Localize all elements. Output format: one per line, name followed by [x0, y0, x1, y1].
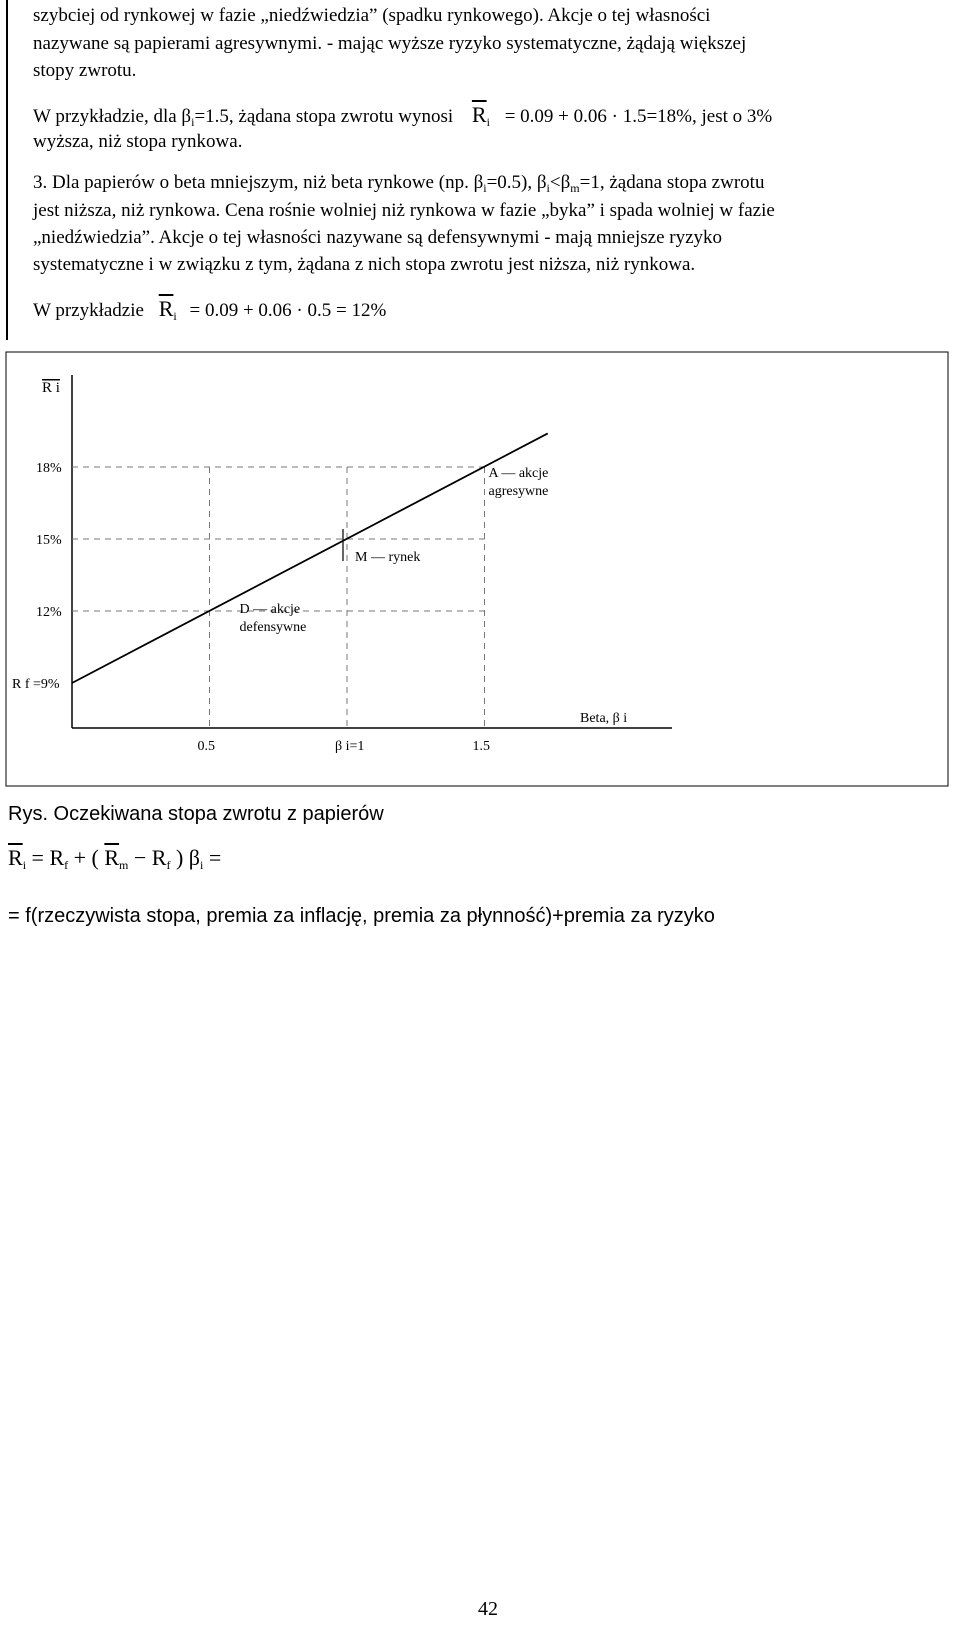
symbol-r-bar: $\overline{R}$	[158, 296, 174, 321]
symbol-r-bar: $\overline{R}$	[8, 845, 23, 870]
annotation-aggressive-cont: agresywne	[488, 484, 549, 499]
subscript: i	[22, 858, 27, 872]
x-tick-label: 0.5	[197, 739, 215, 754]
text-fragment: = 0.09 + 0.06 · 0.5 = 12%	[189, 300, 387, 321]
y-tick-label: R f =9%	[12, 677, 60, 692]
sml-formula: $\overline{R}_i = R_f$ + ( $\overline{R}_m - R_f$ ) $\beta_i$ =	[8, 845, 222, 872]
x-tick-label: 1.5	[472, 739, 490, 754]
text-fragment: W przykładzie, dla β	[33, 106, 192, 127]
margin-rule	[6, 0, 8, 340]
text-line-2: nazywane są papierami agresywnymi. - mając wyższe ryzyko systematyczne, żądają większej	[33, 33, 747, 54]
chart-layer	[12, 375, 672, 754]
subscript: i	[483, 181, 487, 195]
text-line-6	[33, 172, 764, 196]
text-line-8: „niedźwiedzia”. Akcje o tej własności nazywane są defensywnymi - mają mniejsze ryzyko	[33, 227, 723, 248]
y-tick-label: 12%	[36, 605, 62, 620]
text-fragment: =1.5, żądana stopa zwrotu wynosi	[194, 106, 454, 127]
subscript: i	[191, 115, 195, 129]
text-fragment: 3. Dla papierów o beta mniejszym, niż beta rynkowe (np. β	[33, 172, 484, 193]
x-tick-label: β i=1	[335, 739, 365, 754]
figure-caption: Rys. Oczekiwana stopa zwrotu z papierów	[8, 803, 384, 825]
sml-series-line	[72, 433, 548, 683]
text-fragment: =0.5), β	[486, 172, 547, 193]
text-line-5: wyższa, niż stopa rynkowa.	[33, 131, 243, 152]
text-line-7: jest niższa, niż rynkowa. Cena rośnie wolniej niż rynkowa w fazie „byka” i spada wolniej w fazie	[33, 200, 775, 221]
y-tick-label: 15%	[36, 533, 62, 548]
text-line-10	[33, 296, 386, 324]
text-fragment: = 0.09 + 0.06 · 1.5=18%, jest o 3%	[504, 106, 773, 127]
subscript: i	[546, 181, 550, 195]
text-line-4	[33, 102, 772, 130]
y-axis-label: R i	[42, 380, 60, 396]
text-line-3: stopy zwrotu.	[33, 60, 137, 81]
subscript: i	[486, 115, 490, 129]
sml-chart	[0, 350, 960, 790]
subscript: m	[570, 181, 580, 195]
text-line-1: szybciej od rynkowej w fazie „niedźwiedzia” (spadku rynkowego). Akcje o tej własności	[33, 5, 711, 26]
chart-frame	[6, 352, 948, 786]
annotation-aggressive: A — akcje	[488, 466, 549, 481]
page-number: 42	[478, 1598, 498, 1620]
text-fragment: <β	[549, 172, 571, 193]
text-fragment: W przykładzie	[33, 300, 144, 321]
annotation-defensive: D — akcje	[239, 602, 301, 617]
annotation-market: M — rynek	[355, 550, 421, 565]
annotation-defensive-cont: defensywne	[239, 620, 307, 635]
subscript: i	[173, 309, 177, 323]
text-line-9: systematyczne i w związku z tym, żądana z nich stopa zwrotu jest niższa, niż rynkowa.	[33, 254, 696, 275]
y-tick-label: 18%	[36, 461, 62, 476]
x-axis-label: Beta, β i	[580, 711, 628, 726]
text-fragment: =1, żądana stopa zwrotu	[579, 172, 765, 193]
formula-explanation: = f(rzeczywista stopa, premia za inflację, premia za płynność)+premia za ryzyko	[8, 905, 715, 927]
symbol-r-bar: $\overline{R}$	[471, 102, 487, 127]
